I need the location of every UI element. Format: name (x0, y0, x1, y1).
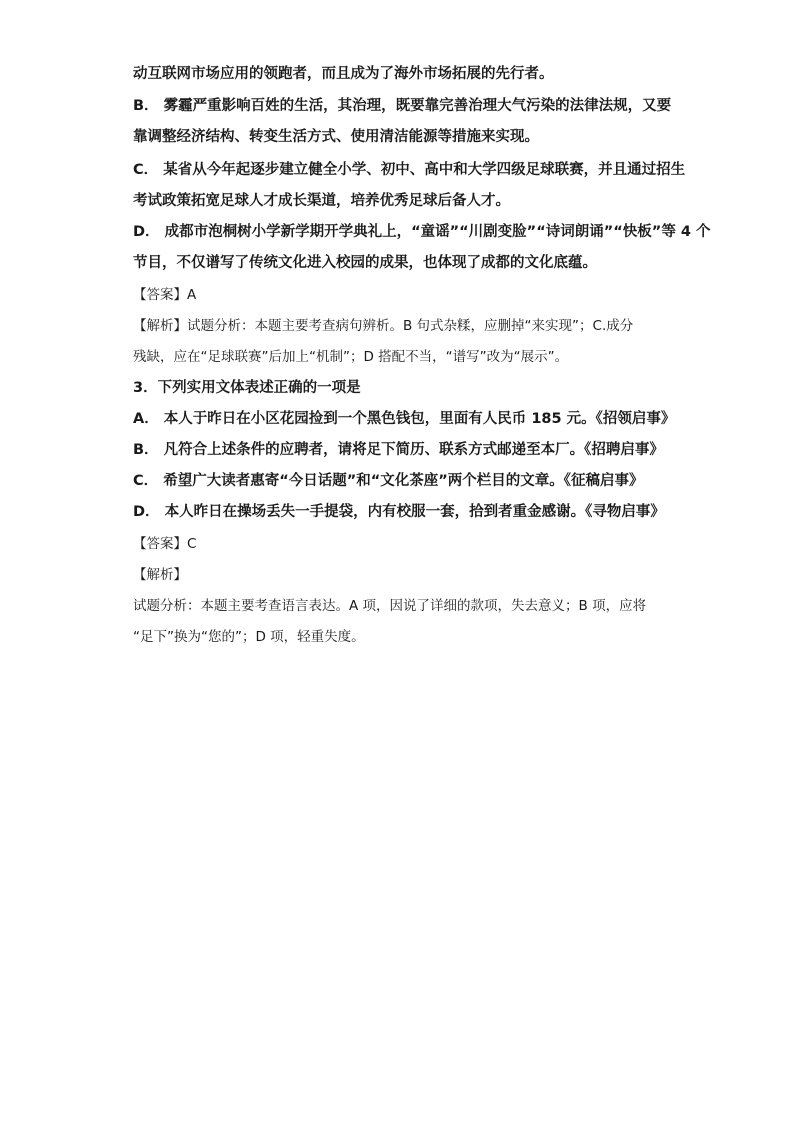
option-b-line-1: B． 雾霾严重影响百姓的生活，其治理，既要靠完善治理大气污染的法律法规，又要 (133, 98, 672, 114)
answer-q3: 【答案】C (133, 536, 197, 552)
analysis-q2-line-2: 残缺，应在“足球联赛”后加上“机制”；D 搭配不当，“谱写”改为“展示”。 (133, 349, 569, 365)
option-c-line-1: C． 某省从今年起逐步建立健全小学、初中、高中和大学四级足球联赛，并且通过招生 (133, 162, 686, 178)
q3-option-b: B． 凡符合上述条件的应聘者，请将足下简历、联系方式邮递至本厂。《招聘启事》 (133, 442, 664, 458)
analysis-q3-line-2: “足下”换为“您的”；D 项，轻重失度。 (133, 629, 365, 645)
q3-option-a: A． 本人于昨日在小区花园捡到一个黑色钱包，里面有人民币 185 元。《招领启事》 (133, 411, 676, 427)
q3-option-d: D． 本人昨日在操场丢失一手提袋，内有校服一套，拾到者重金感谢。《寻物启事》 (133, 504, 665, 520)
analysis-q3-heading: 【解析】 (133, 567, 187, 583)
option-d-line-2: 节目，不仅谱写了传统文化进入校园的成果，也体现了成都的文化底蕴。 (133, 255, 597, 271)
option-b-line-2: 靠调整经济结构、转变生活方式、使用清洁能源等措施来实现。 (133, 129, 539, 145)
answer-q2: 【答案】A (133, 287, 197, 303)
question-3-stem: 3．下列实用文体表述正确的一项是 (133, 380, 361, 396)
q3-option-c: C． 希望广大读者惠寄“今日话题”和“文化茶座”两个栏目的文章。《征稿启事》 (133, 473, 644, 489)
option-d-line-1: D． 成都市泡桐树小学新学期开学典礼上，“童谣”“川剧变脸”“诗词朗诵”“快板”等 4 个 (133, 224, 711, 240)
analysis-q3-line-1: 试题分析：本题主要考查语言表达。A 项，因说了详细的款项，失去意义；B 项，应将 (133, 598, 647, 614)
option-a-continuation: 动互联网市场应用的领跑者，而且成为了海外市场拓展的先行者。 (133, 66, 554, 82)
option-c-line-2: 考试政策拓宽足球人才成长渠道，培养优秀足球后备人才。 (133, 193, 510, 209)
analysis-q2-line-1: 【解析】试题分析：本题主要考查病句辨析。B 句式杂糅，应删掉“来实现”；C.成分 (133, 318, 634, 334)
